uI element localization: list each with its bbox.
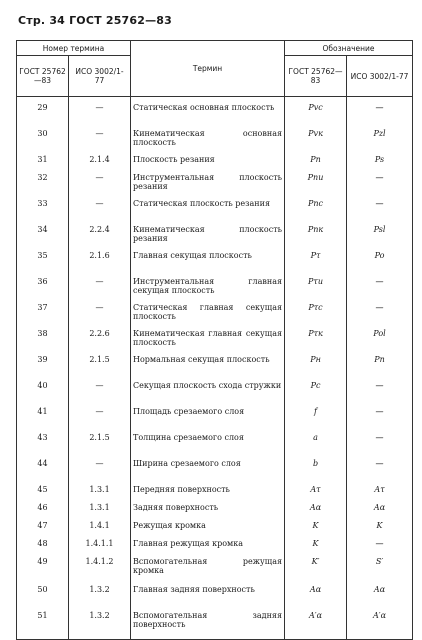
- iso-number: 1.4.1.2: [69, 557, 131, 585]
- gost-symbol: Pc: [285, 381, 347, 407]
- iso-symbol: —: [347, 433, 413, 459]
- iso-symbol: Aα: [347, 503, 413, 521]
- row-number: 32: [17, 173, 69, 199]
- iso-symbol: —: [347, 173, 413, 199]
- page-header: Стр. 34 ГОСТ 25762—83: [18, 14, 173, 27]
- table-row: [17, 355, 413, 381]
- table-row: [17, 155, 413, 173]
- table-row: [17, 407, 413, 433]
- term-text: Вспомогательная задняя поверхность: [131, 611, 285, 640]
- iso-number: —: [69, 303, 131, 329]
- term-text: Вспомогательная режущая кромка: [131, 557, 285, 585]
- table-row: [17, 585, 413, 611]
- iso-number: 1.4.1.1: [69, 539, 131, 557]
- iso-number: —: [69, 459, 131, 485]
- gost-symbol: Aτ: [285, 485, 347, 503]
- table-row: [17, 329, 413, 355]
- gost-symbol: Pn: [285, 155, 347, 173]
- gost-symbol-header: ГОСТ 25762—83: [285, 56, 347, 97]
- iso-number: 2.1.6: [69, 251, 131, 277]
- term-text: Толщина срезаемого слоя: [131, 433, 285, 459]
- iso-symbol: Pol: [347, 329, 413, 355]
- iso-symbol: —: [347, 103, 413, 129]
- gost-symbol: f: [285, 407, 347, 433]
- term-text: Кинематическая главная секущая плоскость: [131, 329, 285, 355]
- gost-symbol: Pτк: [285, 329, 347, 355]
- table-row: [17, 485, 413, 503]
- term-text: Кинематическая плоскость резания: [131, 225, 285, 251]
- row-number: 43: [17, 433, 69, 459]
- gost-symbol: Pnc: [285, 199, 347, 225]
- iso-number: —: [69, 103, 131, 129]
- table-row: [17, 277, 413, 303]
- iso-number: —: [69, 199, 131, 225]
- table-row: [17, 539, 413, 557]
- iso-symbol: —: [347, 407, 413, 433]
- term-text: Режущая кромка: [131, 521, 285, 539]
- iso-symbol: —: [347, 539, 413, 557]
- iso-symbol-header: ИСО 3002/1-77: [347, 56, 413, 97]
- gost-symbol: K′: [285, 557, 347, 585]
- table-row: [17, 225, 413, 251]
- row-number: 45: [17, 485, 69, 503]
- term-text: Главная задняя поверхность: [131, 585, 285, 611]
- gost-symbol: b: [285, 459, 347, 485]
- iso-symbol: Aα: [347, 585, 413, 611]
- row-number: 39: [17, 355, 69, 381]
- row-number: 47: [17, 521, 69, 539]
- iso-number: 2.1.5: [69, 433, 131, 459]
- row-number: 29: [17, 103, 69, 129]
- table-row: [17, 129, 413, 155]
- row-number: 51: [17, 611, 69, 640]
- iso-symbol: —: [347, 277, 413, 303]
- iso-number: 1.3.1: [69, 503, 131, 521]
- iso-symbol: K: [347, 521, 413, 539]
- table-row: [17, 173, 413, 199]
- term-text: Передняя поверхность: [131, 485, 285, 503]
- iso-number: 2.2.6: [69, 329, 131, 355]
- row-number: 49: [17, 557, 69, 585]
- iso-symbol: —: [347, 381, 413, 407]
- iso-number: 1.3.1: [69, 485, 131, 503]
- gost-symbol: Aα: [285, 503, 347, 521]
- iso-number: —: [69, 277, 131, 303]
- table-row: [17, 103, 413, 129]
- gost-symbol: K: [285, 539, 347, 557]
- iso-number: —: [69, 381, 131, 407]
- iso-symbol: Psl: [347, 225, 413, 251]
- term-text: Нормальная секущая плоскость: [131, 355, 285, 381]
- terms-table: [16, 40, 413, 640]
- iso-symbol: —: [347, 459, 413, 485]
- term-text: Площадь срезаемого слоя: [131, 407, 285, 433]
- row-number: 41: [17, 407, 69, 433]
- gost-symbol: Pн: [285, 355, 347, 381]
- row-number: 44: [17, 459, 69, 485]
- row-number: 33: [17, 199, 69, 225]
- iso-number-header: ИСО 3002/1-77: [69, 56, 131, 97]
- gost-symbol: Pτc: [285, 303, 347, 329]
- iso-number: 2.1.5: [69, 355, 131, 381]
- iso-symbol: —: [347, 199, 413, 225]
- gost-symbol: Pnк: [285, 225, 347, 251]
- terms-header: Термин: [131, 41, 285, 97]
- table-row: [17, 251, 413, 277]
- table-row: [17, 557, 413, 585]
- iso-symbol: Ps: [347, 155, 413, 173]
- iso-number: 2.1.4: [69, 155, 131, 173]
- designation-header: Обозначение: [285, 41, 413, 56]
- row-number: 31: [17, 155, 69, 173]
- table-row: [17, 199, 413, 225]
- gost-symbol: a: [285, 433, 347, 459]
- row-number: 30: [17, 129, 69, 155]
- table-row: [17, 521, 413, 539]
- term-text: Задняя поверхность: [131, 503, 285, 521]
- row-number: 35: [17, 251, 69, 277]
- iso-symbol: Po: [347, 251, 413, 277]
- term-number-header: Номер термина: [17, 41, 131, 56]
- row-number: 48: [17, 539, 69, 557]
- term-text: Ширина срезаемого слоя: [131, 459, 285, 485]
- iso-symbol: Pn: [347, 355, 413, 381]
- table-row: [17, 433, 413, 459]
- iso-number: —: [69, 407, 131, 433]
- term-text: Кинематическая основная плоскость: [131, 129, 285, 155]
- iso-symbol: Aτ: [347, 485, 413, 503]
- gost-symbol: A′α: [285, 611, 347, 640]
- iso-symbol: S′: [347, 557, 413, 585]
- gost-symbol: Pτи: [285, 277, 347, 303]
- term-text: Секущая плоскость схода стружки: [131, 381, 285, 407]
- row-number: 50: [17, 585, 69, 611]
- row-number: 34: [17, 225, 69, 251]
- table-row: [17, 381, 413, 407]
- row-number: 46: [17, 503, 69, 521]
- gost-symbol: Pvc: [285, 103, 347, 129]
- iso-number: —: [69, 129, 131, 155]
- gost-symbol: Pτ: [285, 251, 347, 277]
- gost-number-header: ГОСТ 25762—83: [17, 56, 69, 97]
- term-text: Статическая главная секущая плоскость: [131, 303, 285, 329]
- gost-symbol: K: [285, 521, 347, 539]
- row-number: 38: [17, 329, 69, 355]
- term-text: Главная секущая плоскость: [131, 251, 285, 277]
- gost-symbol: Pvк: [285, 129, 347, 155]
- iso-symbol: —: [347, 303, 413, 329]
- term-text: Инструментальная главная секущая плоскость: [131, 277, 285, 303]
- gost-symbol: Pnи: [285, 173, 347, 199]
- iso-number: —: [69, 173, 131, 199]
- row-number: 40: [17, 381, 69, 407]
- iso-symbol: A′α: [347, 611, 413, 640]
- row-number: 36: [17, 277, 69, 303]
- row-number: 37: [17, 303, 69, 329]
- gost-symbol: Aα: [285, 585, 347, 611]
- table-row: [17, 611, 413, 640]
- iso-number: 1.3.2: [69, 585, 131, 611]
- term-text: Плоскость резания: [131, 155, 285, 173]
- iso-number: 1.4.1: [69, 521, 131, 539]
- iso-number: 2.2.4: [69, 225, 131, 251]
- table-row: [17, 459, 413, 485]
- table-row: [17, 503, 413, 521]
- term-text: Статическая основная плоскость: [131, 103, 285, 129]
- term-text: Статическая плоскость резания: [131, 199, 285, 225]
- term-text: Главная режущая кромка: [131, 539, 285, 557]
- table-row: [17, 303, 413, 329]
- iso-symbol: Pzl: [347, 129, 413, 155]
- term-text: Инструментальная плоскость резания: [131, 173, 285, 199]
- iso-number: 1.3.2: [69, 611, 131, 640]
